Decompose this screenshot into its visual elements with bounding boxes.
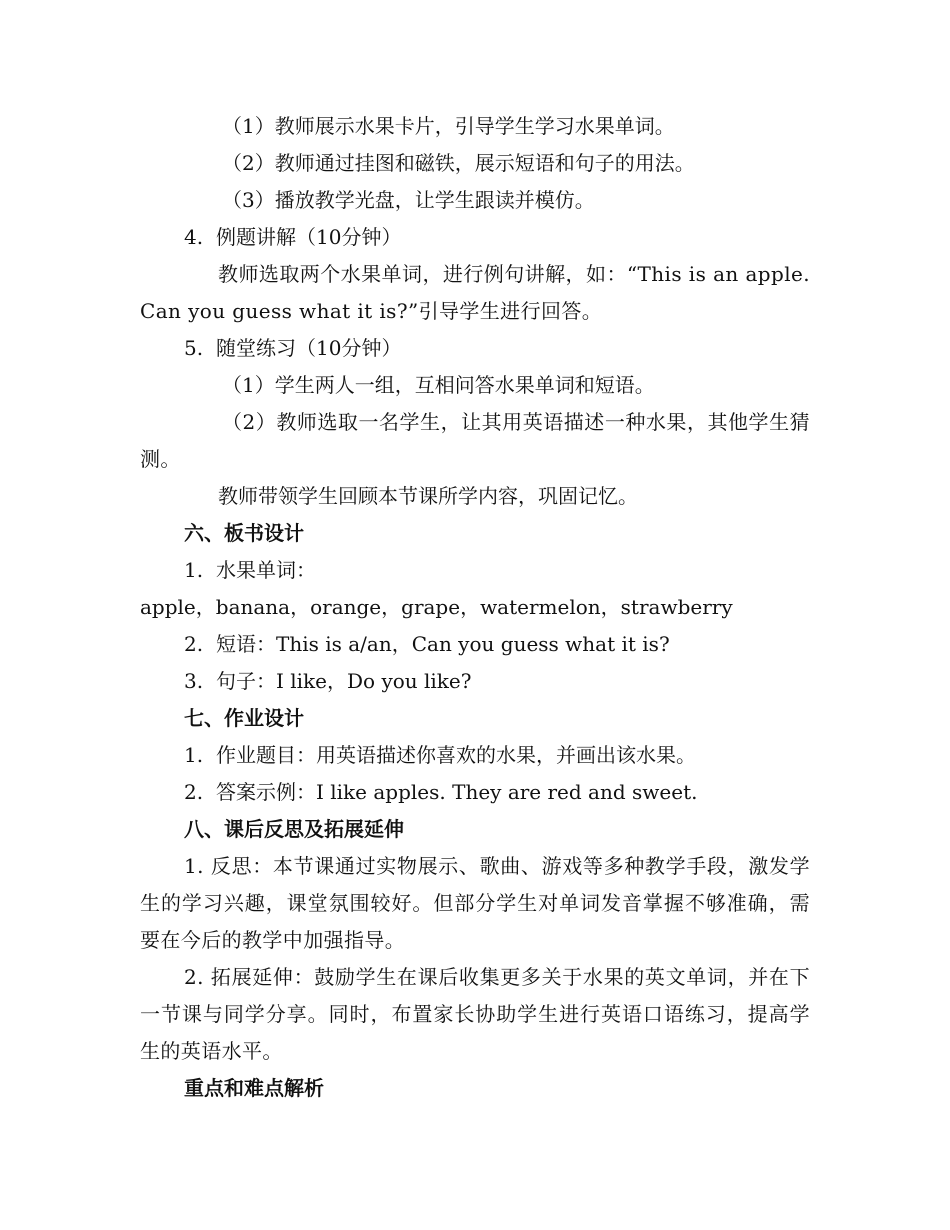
section6-item-2-text: 短语：This is a/an，Can you guess what it is? [216,632,670,656]
step5-title: 随堂练习（10分钟） [216,336,402,360]
fruit-word-list: apple，banana，orange，grape，watermelon，strawberry [140,595,733,619]
step5-item-2: （2）教师选取一名学生，让其用英语描述一种水果，其他学生猜测。 [140,410,810,471]
step4-paragraph: 教师选取两个水果单词，进行例句讲解，如：“This is an apple. Can you guess what it is?”引导学生进行回答。 [140,262,810,323]
step5-heading [140,330,810,367]
section7-item-1-text: 作业题目：用英语描述你喜欢的水果，并画出该水果。 [216,743,696,767]
summary-paragraph: 教师带领学生回顾本节课所学内容，巩固记忆。 [218,484,638,508]
section7-heading: 七、作业设计 [184,706,304,730]
step3-item-3: （3）播放教学光盘，让学生跟读并模仿。 [222,188,595,212]
section8-heading: 八、课后反思及拓展延伸 [184,817,404,841]
step3-item-1: （1）教师展示水果卡片，引导学生学习水果单词。 [222,114,675,138]
section6-item-3-number: 3. [184,669,204,693]
section6-item-2-number: 2. [184,632,204,656]
section6-item-2 [140,626,810,663]
section6-item-3-text: 句子：I like，Do you like? [216,669,472,693]
section7-item-2 [140,774,810,811]
section8-item-2: 2. 拓展延伸：鼓励学生在课后收集更多关于水果的英文单词，并在下一节课与同学分享。同时，布置家长协助学生进行英语口语练习，提高学生的英语水平。 [140,965,810,1063]
step4-heading [140,219,810,256]
step5-item-1: （1）学生两人一组，互相问答水果单词和短语。 [222,373,655,397]
section6-item-1 [140,552,810,589]
section6-item-3 [140,663,810,700]
step3-item-2: （2）教师通过挂图和磁铁，展示短语和句子的用法。 [222,151,695,175]
document-body [140,108,810,1107]
step4-number: 4. [184,225,204,249]
section7-item-2-text: 答案示例：I like apples. They are red and sweet. [216,780,698,804]
section6-item-1-text: 水果单词： [216,558,316,582]
section7-item-2-number: 2. [184,780,204,804]
section6-heading: 六、板书设计 [184,521,304,545]
section7-item-1-number: 1. [184,743,204,767]
step4-title: 例题讲解（10分钟） [216,225,402,249]
section6-item-1-number: 1. [184,558,204,582]
section8-item-1: 1. 反思：本节课通过实物展示、歌曲、游戏等多种教学手段，激发学生的学习兴趣，课堂氛围较好。但部分学生对单词发音掌握不够准确，需要在今后的教学中加强指导。 [140,854,810,952]
section9-heading: 重点和难点解析 [184,1076,324,1100]
section7-item-1 [140,737,810,774]
step5-number: 5. [184,336,204,360]
